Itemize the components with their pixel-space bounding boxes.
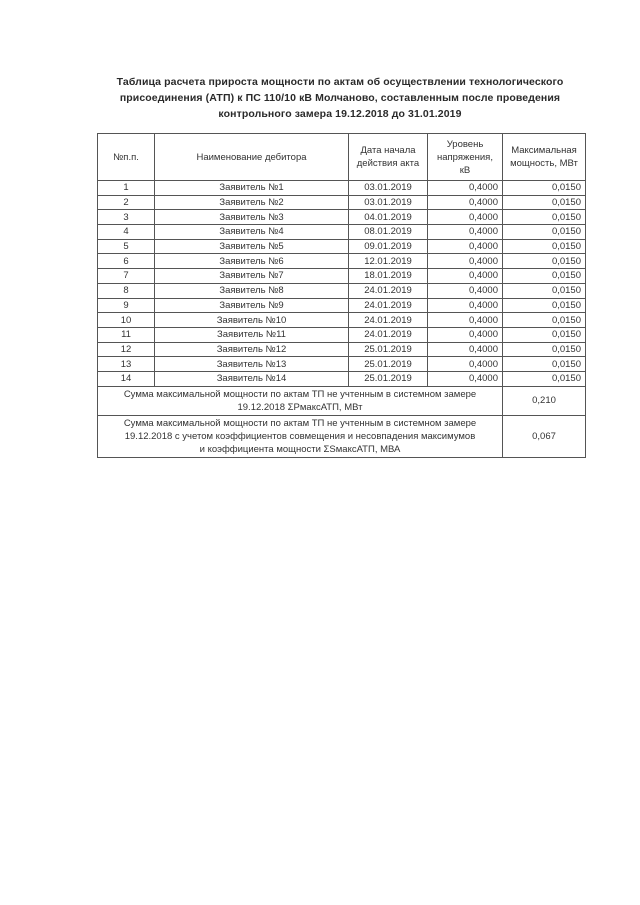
cell-num: 10 [98, 313, 155, 328]
title-line: Таблица расчета прироста мощности по актам об осуществлении технологического [116, 76, 564, 88]
cell-voltage: 0,4000 [428, 327, 503, 342]
summary-label-line: Сумма максимальной мощности по актам ТП не учтенным в системном замере [123, 417, 477, 429]
table-row [98, 298, 586, 313]
cell-name: Заявитель №10 [155, 313, 349, 328]
cell-power: 0,0150 [503, 283, 586, 298]
cell-num: 3 [98, 210, 155, 225]
table-row [98, 371, 586, 386]
table-header-row [98, 134, 586, 181]
cell-date: 25.01.2019 [349, 342, 428, 357]
cell-name: Заявитель №13 [155, 357, 349, 372]
cell-power: 0,0150 [503, 342, 586, 357]
cell-voltage: 0,4000 [428, 210, 503, 225]
cell-name: Заявитель №2 [155, 195, 349, 210]
header-num: №п.п. [98, 134, 155, 181]
header-power: Максимальная мощность, МВт [503, 134, 586, 181]
power-increase-table [97, 133, 586, 458]
cell-num: 7 [98, 269, 155, 284]
summary-label-line: Сумма максимальной мощности по актам ТП не учтенным в системном замере [123, 388, 477, 400]
cell-num: 4 [98, 225, 155, 240]
cell-num: 8 [98, 283, 155, 298]
cell-num: 12 [98, 342, 155, 357]
cell-voltage: 0,4000 [428, 313, 503, 328]
cell-name: Заявитель №5 [155, 239, 349, 254]
cell-num: 2 [98, 195, 155, 210]
cell-date: 04.01.2019 [349, 210, 428, 225]
cell-voltage: 0,4000 [428, 195, 503, 210]
cell-num: 6 [98, 254, 155, 269]
table-row [98, 195, 586, 210]
cell-power: 0,0150 [503, 239, 586, 254]
cell-name: Заявитель №1 [155, 181, 349, 196]
header-date: Дата начала действия акта [349, 134, 428, 181]
cell-power: 0,0150 [503, 225, 586, 240]
cell-num: 14 [98, 371, 155, 386]
summary-label-line: 19.12.2018 с учетом коэффициентов совмещения и несовпадения максимумов [124, 430, 476, 442]
header-voltage: Уровень напряжения, кВ [428, 134, 503, 181]
table-row [98, 239, 586, 254]
summary-label [98, 415, 503, 457]
cell-voltage: 0,4000 [428, 239, 503, 254]
summary-row [98, 386, 586, 415]
cell-voltage: 0,4000 [428, 269, 503, 284]
summary-label [98, 386, 503, 415]
cell-power: 0,0150 [503, 195, 586, 210]
table-body [98, 181, 586, 387]
cell-num: 9 [98, 298, 155, 313]
cell-name: Заявитель №9 [155, 298, 349, 313]
table-row [98, 269, 586, 284]
cell-name: Заявитель №4 [155, 225, 349, 240]
cell-date: 24.01.2019 [349, 313, 428, 328]
cell-power: 0,0150 [503, 327, 586, 342]
cell-voltage: 0,4000 [428, 342, 503, 357]
cell-voltage: 0,4000 [428, 298, 503, 313]
summary-value: 0,067 [503, 415, 586, 457]
table-row [98, 357, 586, 372]
cell-voltage: 0,4000 [428, 371, 503, 386]
title-line: присоединения (АТП) к ПС 110/10 кВ Молчаново, составленным после проведения [119, 92, 561, 104]
cell-date: 03.01.2019 [349, 195, 428, 210]
title-line: контрольного замера 19.12.2018 до 31.01.2019 [218, 108, 462, 120]
table-summary [98, 386, 586, 457]
cell-date: 09.01.2019 [349, 239, 428, 254]
cell-num: 1 [98, 181, 155, 196]
table-row [98, 313, 586, 328]
cell-voltage: 0,4000 [428, 254, 503, 269]
cell-date: 24.01.2019 [349, 298, 428, 313]
cell-date: 08.01.2019 [349, 225, 428, 240]
summary-row [98, 415, 586, 457]
summary-label-line: 19.12.2018 ΣРмаксАТП, МВт [237, 401, 363, 413]
cell-date: 25.01.2019 [349, 371, 428, 386]
table-row [98, 181, 586, 196]
cell-power: 0,0150 [503, 313, 586, 328]
cell-power: 0,0150 [503, 357, 586, 372]
cell-date: 25.01.2019 [349, 357, 428, 372]
cell-num: 11 [98, 327, 155, 342]
table-row [98, 283, 586, 298]
cell-power: 0,0150 [503, 210, 586, 225]
table-row [98, 210, 586, 225]
cell-name: Заявитель №3 [155, 210, 349, 225]
cell-name: Заявитель №8 [155, 283, 349, 298]
cell-date: 24.01.2019 [349, 327, 428, 342]
cell-voltage: 0,4000 [428, 181, 503, 196]
cell-voltage: 0,4000 [428, 283, 503, 298]
cell-power: 0,0150 [503, 269, 586, 284]
cell-power: 0,0150 [503, 254, 586, 269]
cell-num: 5 [98, 239, 155, 254]
cell-date: 18.01.2019 [349, 269, 428, 284]
cell-date: 12.01.2019 [349, 254, 428, 269]
cell-date: 03.01.2019 [349, 181, 428, 196]
table-row [98, 254, 586, 269]
summary-value: 0,210 [503, 386, 586, 415]
cell-name: Заявитель №14 [155, 371, 349, 386]
cell-name: Заявитель №11 [155, 327, 349, 342]
cell-date: 24.01.2019 [349, 283, 428, 298]
cell-name: Заявитель №7 [155, 269, 349, 284]
table-row [98, 342, 586, 357]
cell-voltage: 0,4000 [428, 225, 503, 240]
document-title [100, 74, 580, 122]
cell-name: Заявитель №6 [155, 254, 349, 269]
cell-power: 0,0150 [503, 371, 586, 386]
header-name: Наименование дебитора [155, 134, 349, 181]
summary-label-line: и коэффициента мощности ΣSмаксАТП, МВА [199, 443, 401, 455]
table-row [98, 225, 586, 240]
cell-num: 13 [98, 357, 155, 372]
cell-voltage: 0,4000 [428, 357, 503, 372]
cell-name: Заявитель №12 [155, 342, 349, 357]
cell-power: 0,0150 [503, 181, 586, 196]
table-row [98, 327, 586, 342]
cell-power: 0,0150 [503, 298, 586, 313]
